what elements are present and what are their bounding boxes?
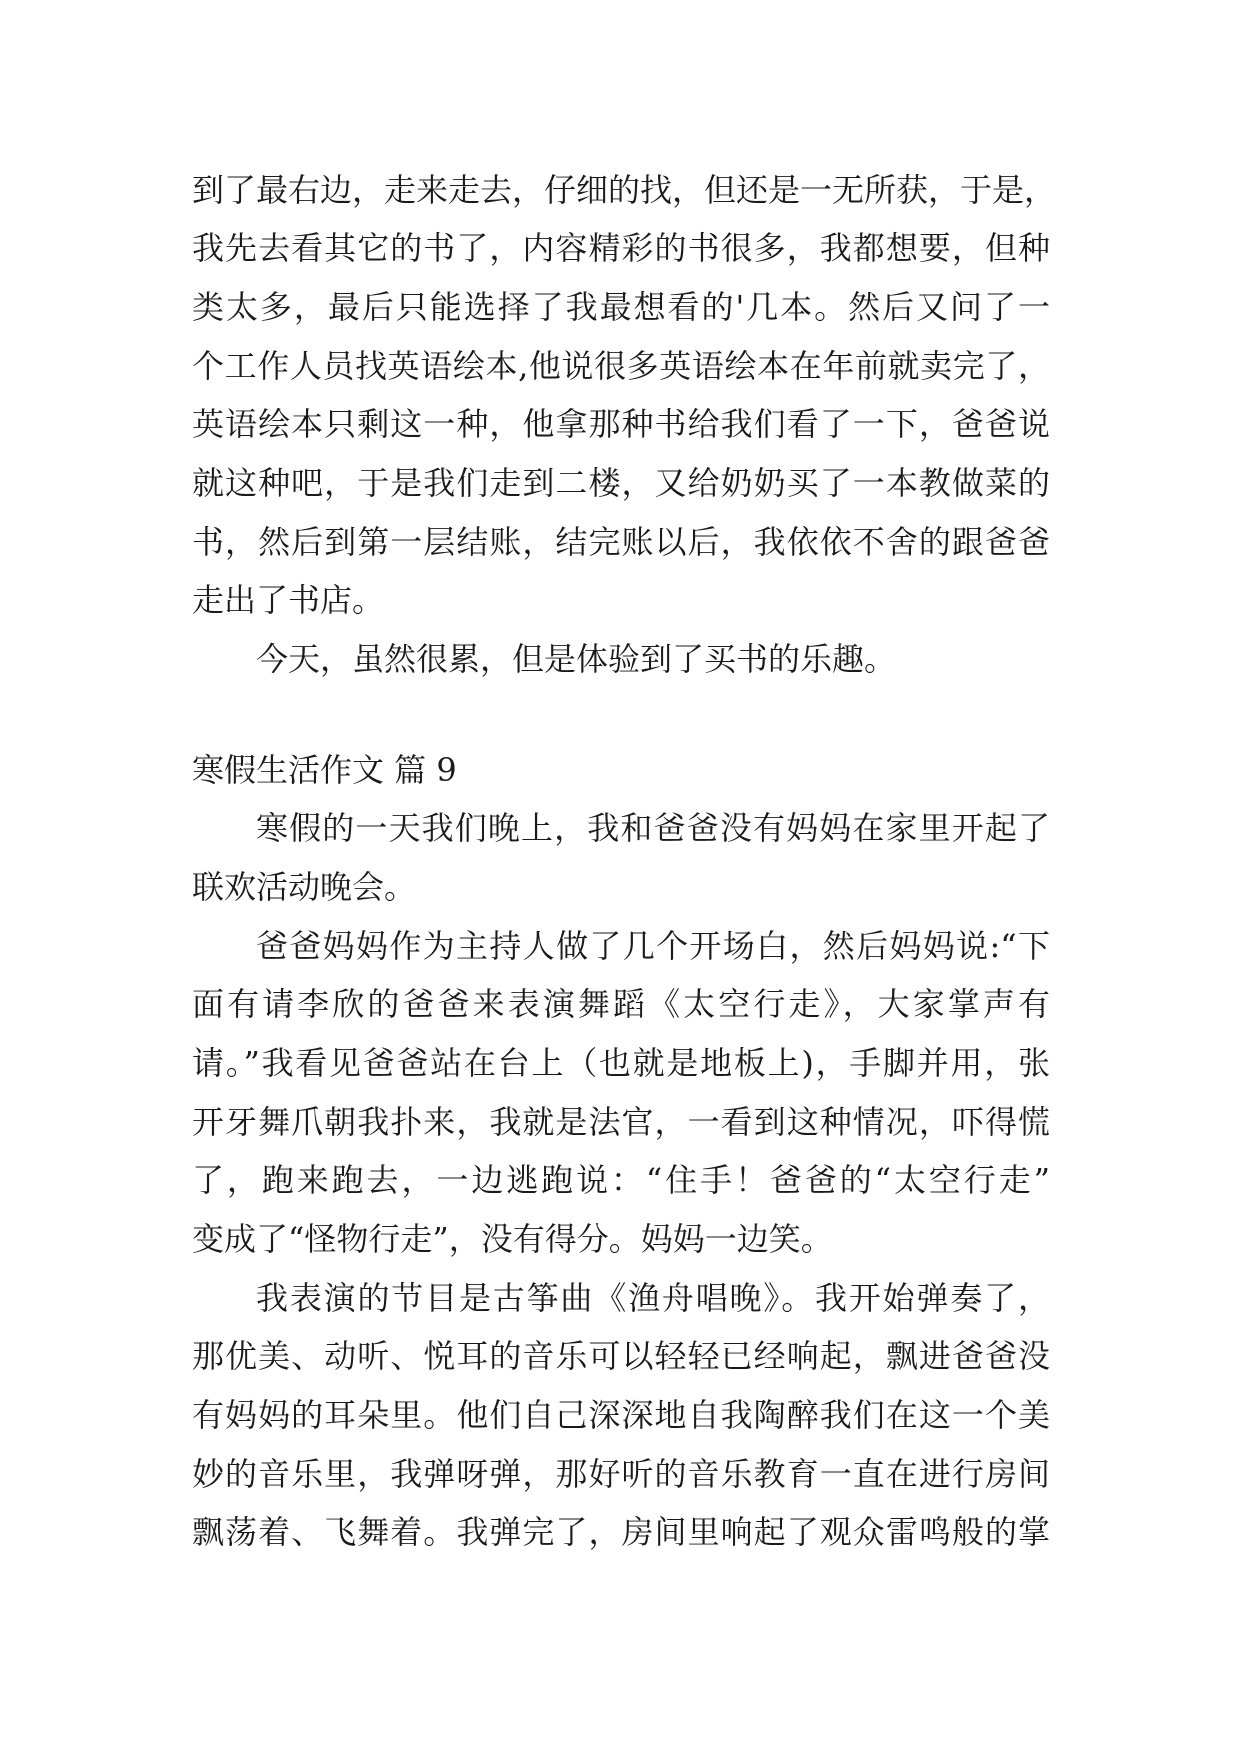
- paragraph-line: 类太多，最后只能选择了我最想看的'几本。然后又问了一: [192, 288, 1050, 326]
- paragraph-line: 面有请李欣的爸爸来表演舞蹈《太空行走》，大家掌声有: [192, 985, 1050, 1023]
- paragraph-line: 书，然后到第一层结账，结完账以后，我依依不舍的跟爸爸: [192, 523, 1050, 561]
- paragraph-line: 寒假的一天我们晚上，我和爸爸没有妈妈在家里开起了: [256, 809, 1050, 847]
- paragraph-line: 有妈妈的耳朵里。他们自己深深地自我陶醉我们在这一个美: [192, 1396, 1050, 1434]
- paragraph-line: 到了最右边，走来走去，仔细的找，但还是一无所获，于是，: [192, 171, 1057, 209]
- paragraph-line: 那优美、动听、悦耳的音乐可以轻轻已经响起，飘进爸爸没: [192, 1337, 1050, 1375]
- paragraph-line: 请。”我看见爸爸站在台上（也就是地板上)，手脚并用，张: [192, 1044, 1050, 1082]
- paragraph-line: 走出了书店。: [192, 581, 385, 619]
- paragraph-line: 我先去看其它的书了，内容精彩的书很多，我都想要，但种: [192, 229, 1050, 267]
- paragraph-line: 妙的音乐里，我弹呀弹，那好听的音乐教育一直在进行房间: [192, 1455, 1050, 1493]
- paragraph-line: 变成了“怪物行走”，没有得分。妈妈一边笑。: [192, 1220, 833, 1258]
- paragraph-line: 个工作人员找英语绘本,他说很多英语绘本在年前就卖完了，: [192, 347, 1050, 385]
- paragraph-line: 联欢活动晚会。: [192, 868, 417, 906]
- paragraph-line: 了，跑来跑去，一边逃跑说：“住手！爸爸的“太空行走”: [192, 1161, 1050, 1199]
- paragraph-line: 就这种吧，于是我们走到二楼，又给奶奶买了一本教做菜的: [192, 464, 1050, 502]
- paragraph-line: 爸爸妈妈作为主持人做了几个开场白，然后妈妈说:“下: [256, 927, 1050, 965]
- paragraph-line: 英语绘本只剩这一种，他拿那种书给我们看了一下，爸爸说: [192, 405, 1050, 443]
- paragraph-line: 今天，虽然很累，但是体验到了买书的乐趣。: [256, 640, 897, 678]
- section-heading: 寒假生活作文 篇 9: [192, 751, 457, 789]
- paragraph-line: 开牙舞爪朝我扑来，我就是法官，一看到这种情况，吓得慌: [192, 1103, 1050, 1141]
- paragraph-line: 我表演的节目是古筝曲《渔舟唱晚》。我开始弹奏了，: [256, 1279, 1050, 1317]
- paragraph-line: 飘荡着、飞舞着。我弹完了，房间里响起了观众雷鸣般的掌: [192, 1513, 1050, 1551]
